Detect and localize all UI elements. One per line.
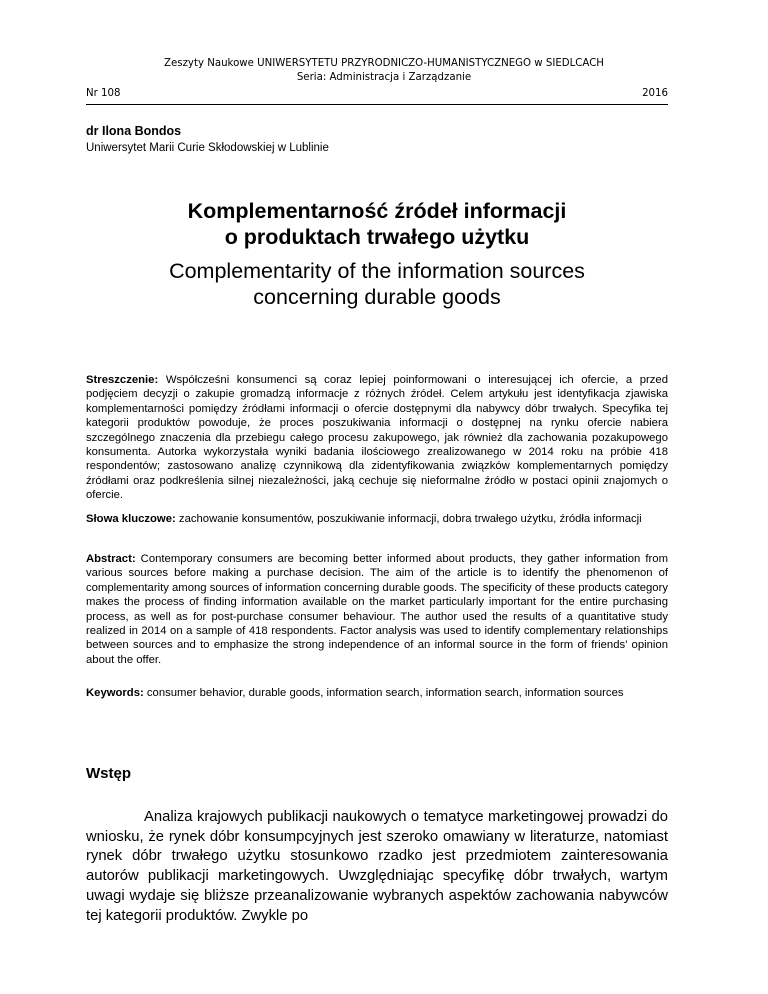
section-body-content: Analiza krajowych publikacji naukowych o tematyce marketingowej prowadzi do wniosku, że rynek dóbr konsumpcyjnych jest szeroko omawiany w literaturze, natomiast rynek dóbr trwałego użytku stosunkowo rzadko jest przedmiotem zainteresowania autorów publikacji marketingowych. Uwzględniając specyfikę dóbr trwałych, wartym uwagi wydaje się bliższe przeanalizowanie wybranych aspektów zachowania nabywców tej kategorii produktów. Zwykle po: [86, 809, 668, 924]
title-polish-line1: Komplementarność źródeł informacji: [187, 199, 567, 223]
journal-series: Seria: Administracja i Zarządzanie: [296, 72, 472, 83]
keywords-paragraph: [86, 686, 668, 700]
title-english-line2: concerning durable goods: [253, 285, 501, 309]
abstract-paragraph: [86, 552, 668, 667]
streszczenie-paragraph: [86, 373, 668, 503]
abstract-label: Abstract:: [86, 553, 136, 565]
title-polish: [86, 198, 668, 250]
section-heading: Wstęp: [86, 765, 131, 782]
abstract-text: Contemporary consumers are becoming better informed about products, they gather information from various sources before making a purchase decision. The aim of the article is to identify the phenomenon of complementarity among sources of information concerning durable goods. The specificity of these products category makes the process of finding information available on the market particularly important for the entire purchasing process, as well as for post-purchase consumer behaviour. The author used the results of a quantitative study realized in 2014 on a sample of 418 respondents. Factor analysis was used to identify complementary relationships between sources and to emphasize the strong independence of an informal source in the form of friends’ opinion about the offer.: [86, 553, 668, 666]
slowa-kluczowe-label: Słowa kluczowe:: [86, 513, 176, 525]
section-body-text: [86, 808, 668, 926]
author-affiliation: Uniwersytet Marii Curie Skłodowskiej w Lublinie: [86, 142, 329, 154]
streszczenie-text: Współcześni konsumenci są coraz lepiej poinformowani o interesującej ich ofercie, a przed podjęciem decyzji o zakupie gromadzą informacje z różnych źródeł. Celem artykułu jest identyfikacja zjawiska komplementarności pomiędzy źródłami informacji o ofercie dostępnymi dla nabywcy dóbr trwałych. Specyfika tej kategorii produktów powoduje, że proces poszukiwania informacji o dostępnej na rynku ofercie nabiera szczególnego znaczenia dla przebiegu całego procesu zakupowego, jak również dla zachowania pozakupowego konsumenta. Autorka wykorzystała wyniki badania ilościowego zrealizowanego w 2014 roku na próbie 418 respondentów; zastosowano analizę czynnikową dla zidentyfikowania związków komplementarnych pomiędzy źródłami oraz podkreślenia silnej niezależności, jaką cechuje się nieformalne źródło w postaci opinii znajomych o ofercie.: [86, 374, 669, 502]
issue-number: Nr 108: [86, 88, 121, 99]
author-name: dr Ilona Bondos: [86, 124, 182, 138]
issue-row: [86, 88, 668, 105]
title-polish-line2: o produktach trwałego użytku: [224, 225, 530, 249]
keywords-text: consumer behavior, durable goods, information search, information search, information sources: [146, 687, 624, 699]
journal-name: Zeszyty Naukowe UNIWERSYTETU PRZYRODNICZO-HUMANISTYCZNEGO w SIEDLCACH: [164, 58, 604, 69]
slowa-kluczowe-paragraph: [86, 512, 668, 526]
streszczenie-label: Streszczenie:: [86, 374, 159, 386]
title-english: [86, 258, 668, 310]
keywords-label: Keywords:: [86, 687, 144, 699]
title-english-line1: Complementarity of the information sources: [169, 259, 585, 283]
slowa-kluczowe-text: zachowanie konsumentów, poszukiwanie informacji, dobra trwałego użytku, źródła informacji: [178, 513, 642, 525]
issue-year: 2016: [642, 88, 668, 99]
